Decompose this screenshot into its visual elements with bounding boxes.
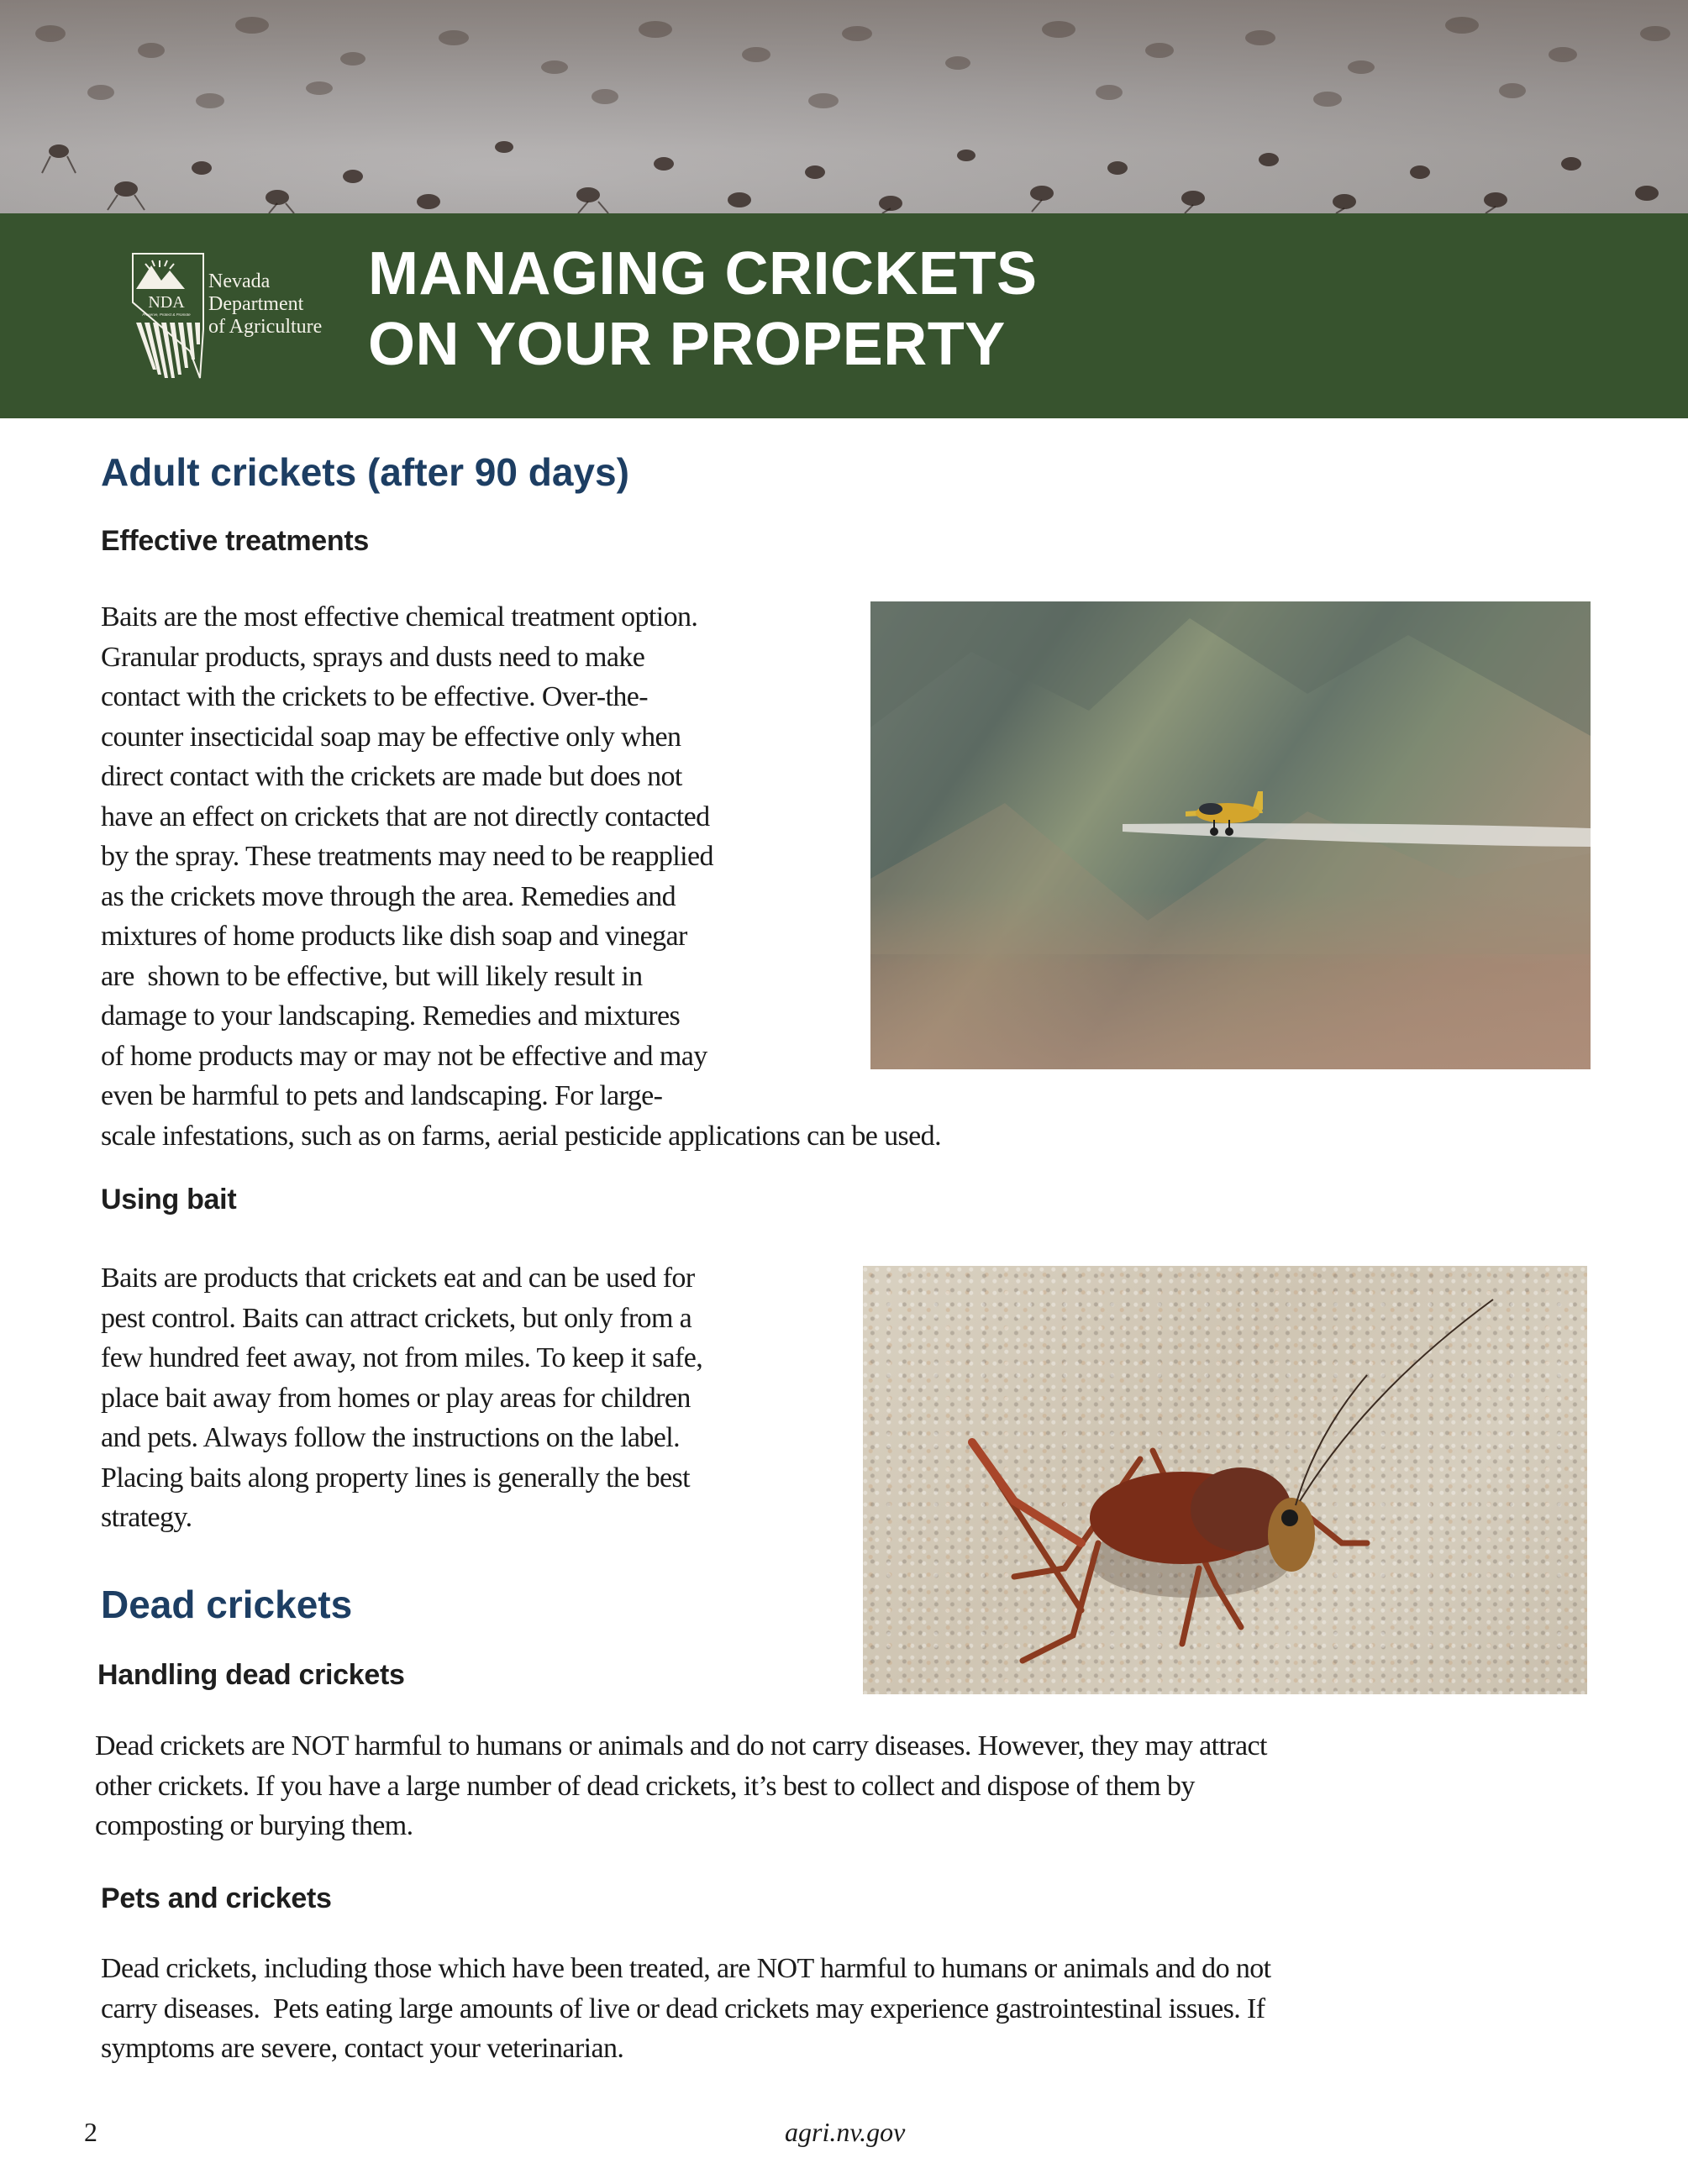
text-line: are shown to be effective, but will likely result in xyxy=(101,960,643,992)
subheading-using-bait: Using bait xyxy=(101,1184,237,1215)
logo-line-1: Nevada xyxy=(208,270,271,292)
text-line: have an effect on crickets that are not directly contacted xyxy=(101,801,710,832)
page-number: 2 xyxy=(84,2117,97,2147)
text-line: Dead crickets, including those which have been treated, are NOT harmful to humans or animals and do not xyxy=(101,1953,1271,1984)
nevada-state-logo-icon xyxy=(131,252,207,380)
page-title xyxy=(368,239,1038,380)
text-line: of home products may or may not be effective and may xyxy=(101,1040,707,1072)
text-line: pest control. Baits can attract crickets, but only from a xyxy=(101,1302,692,1334)
subheading-pets-and-crickets: Pets and crickets xyxy=(101,1882,332,1914)
text-line: carry diseases. Pets eating large amounts of live or dead crickets may experience gastrointestinal issues. If xyxy=(101,1992,1265,2024)
text-line: by the spray. These treatments may need to be reapplied xyxy=(101,841,713,872)
text-line: contact with the crickets to be effective. Over-the- xyxy=(101,681,648,712)
logo-wordmark xyxy=(208,270,322,339)
text-line: Placing baits along property lines is generally the best xyxy=(101,1462,691,1494)
text-line: Baits are the most effective chemical treatment option. xyxy=(101,601,698,633)
text-line: and pets. Always follow the instructions on the label. xyxy=(101,1422,681,1453)
paragraph-pets-and-crickets xyxy=(101,1949,1271,2069)
title-line-2: ON YOUR PROPERTY xyxy=(368,311,1006,378)
svg-text:NDA: NDA xyxy=(148,293,185,312)
text-line: strategy. xyxy=(101,1502,192,1533)
text-line: damage to your landscaping. Remedies and mixtures xyxy=(101,1000,681,1032)
text-line: composting or burying them. xyxy=(95,1810,413,1841)
nda-logo xyxy=(131,252,207,380)
paragraph-using-bait xyxy=(101,1258,702,1538)
subheading-handling-dead-crickets: Handling dead crickets xyxy=(97,1659,405,1691)
logo-line-2: Department xyxy=(208,293,304,315)
photo-mormon-cricket xyxy=(863,1266,1587,1694)
photo-aerial-spraying xyxy=(870,601,1591,1069)
footer-website-link[interactable]: agri.nv.gov xyxy=(785,2117,906,2147)
paragraph-handling-dead-crickets xyxy=(95,1726,1267,1846)
text-line: other crickets. If you have a large number of dead crickets, it’s best to collect and dispose of them by xyxy=(95,1770,1195,1802)
text-line: as the crickets move through the area. Remedies and xyxy=(101,880,676,912)
text-line: counter insecticidal soap may be effective only when xyxy=(101,721,681,753)
title-line-1: MANAGING CRICKETS xyxy=(368,240,1038,307)
text-line: symptoms are severe, contact your veterinarian. xyxy=(101,2033,624,2064)
text-line: direct contact with the crickets are made but does not xyxy=(101,761,682,792)
logo-line-3: of Agriculture xyxy=(208,316,323,338)
text-line: Granular products, sprays and dusts need to make xyxy=(101,641,645,673)
text-line: scale infestations, such as on farms, aerial pesticide applications can be used. xyxy=(101,1120,941,1152)
cricket-swarm-illustration xyxy=(0,0,1688,213)
text-line: few hundred feet away, not from miles. To keep it safe, xyxy=(101,1342,703,1373)
text-line: Dead crickets are NOT harmful to humans or animals and do not carry diseases. However, they may attract xyxy=(95,1730,1267,1761)
cricket-illustration xyxy=(863,1266,1587,1694)
text-line: even be harmful to pets and landscaping. For large- xyxy=(101,1080,663,1111)
section-heading-dead-crickets: Dead crickets xyxy=(101,1583,353,1626)
text-line: mixtures of home products like dish soap and vinegar xyxy=(101,921,687,952)
text-line: Baits are products that crickets eat and can be used for xyxy=(101,1263,695,1294)
header-photo xyxy=(0,0,1688,213)
subheading-effective-treatments: Effective treatments xyxy=(101,525,370,557)
section-heading-adult-crickets: Adult crickets (after 90 days) xyxy=(101,450,629,494)
svg-text:Preserve, Protect & Promote: Preserve, Protect & Promote xyxy=(142,312,191,317)
text-line: place bait away from homes or play areas for children xyxy=(101,1382,691,1414)
airplane-spraying-illustration xyxy=(870,601,1591,1069)
paragraph-effective-treatments xyxy=(101,597,941,1156)
